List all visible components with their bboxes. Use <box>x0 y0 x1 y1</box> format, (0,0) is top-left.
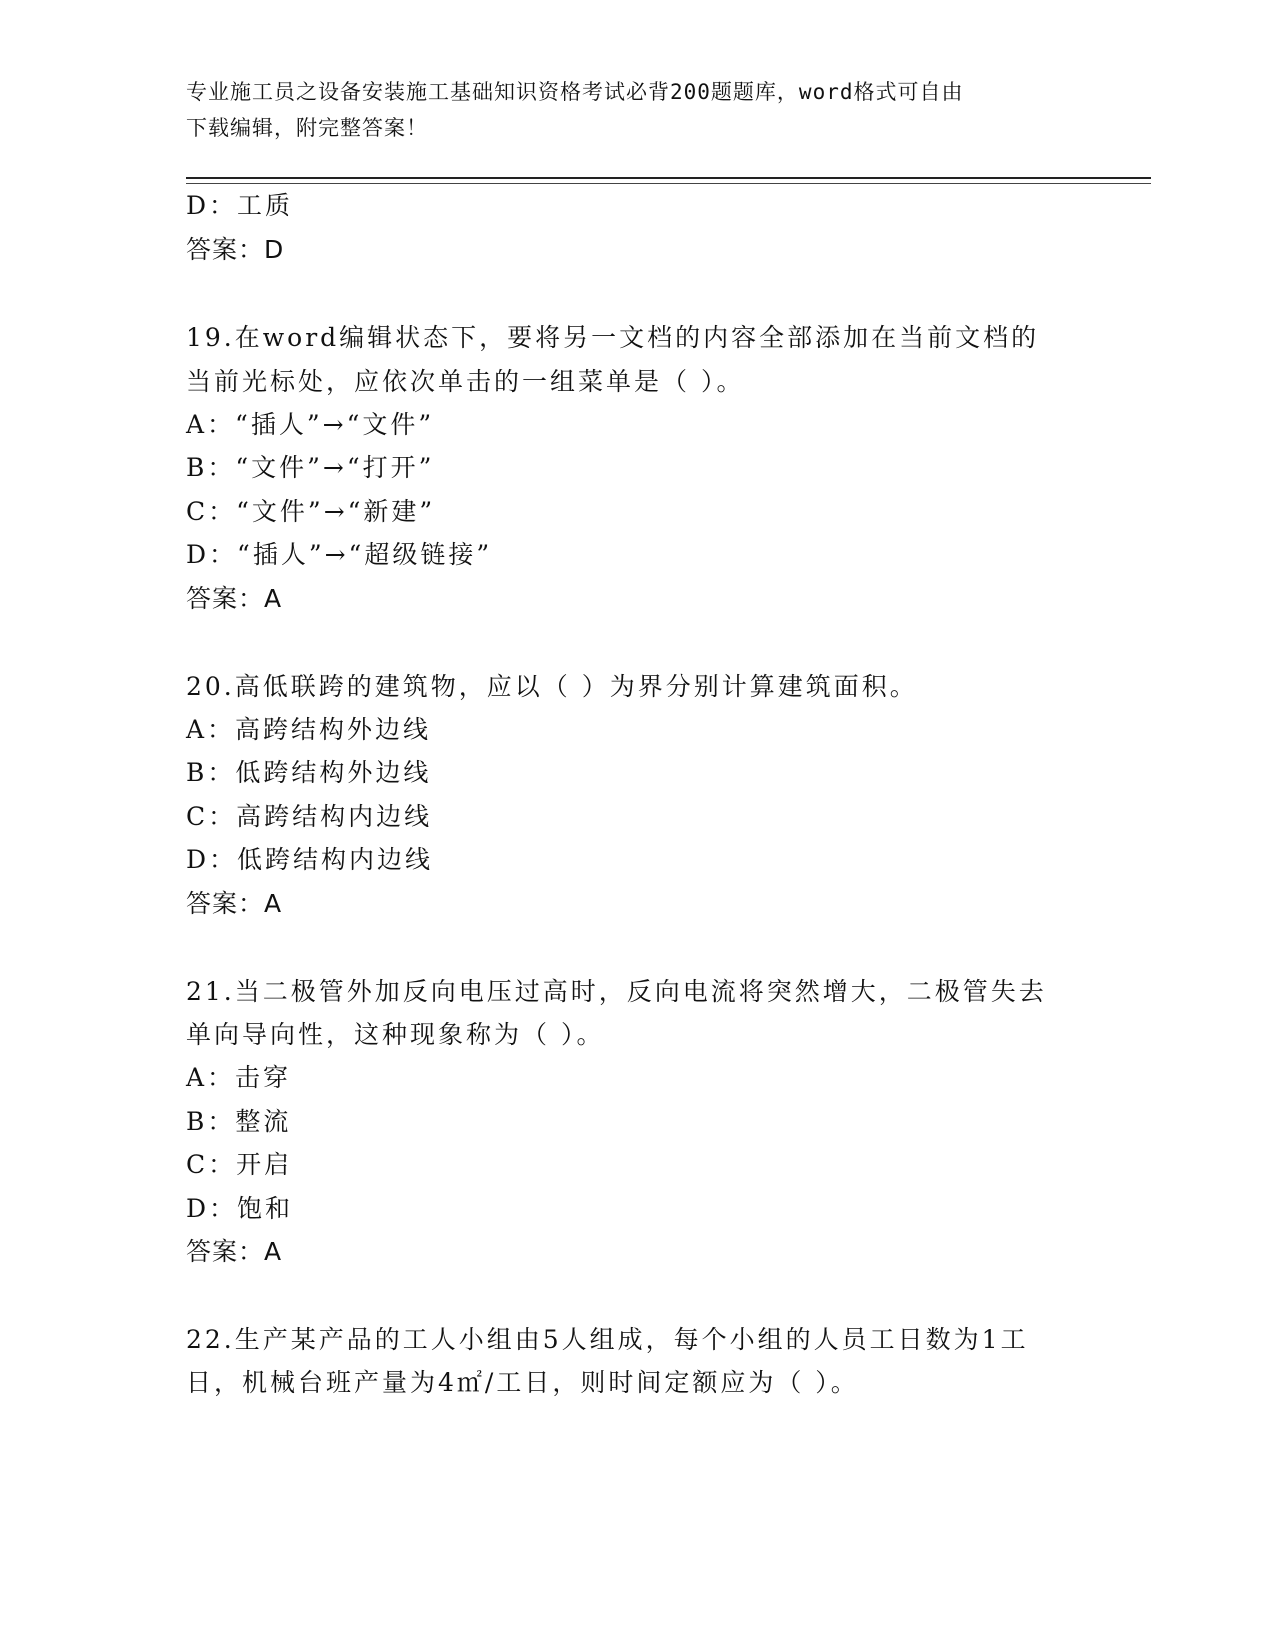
answer: 答案：A <box>186 584 283 613</box>
option-a: A：“插人”→“文件” <box>186 410 435 439</box>
option-d: D：工质 <box>186 191 294 220</box>
answer: 答案：A <box>186 889 283 918</box>
option-c: C：高跨结构内边线 <box>186 802 433 831</box>
answer: 答案：A <box>186 1237 283 1266</box>
question-stem-line-2: 单向导向性，这种现象称为（ ）。 <box>186 1020 605 1049</box>
question-stem-line-2: 当前光标处，应依次单击的一组菜单是（ ）。 <box>186 367 745 396</box>
option-a: A：击穿 <box>186 1063 292 1092</box>
option-c: C：“文件”→“新建” <box>186 497 436 526</box>
document-header <box>186 74 1086 146</box>
answer: 答案：D <box>186 235 285 264</box>
option-d: D：低跨结构内边线 <box>186 845 434 874</box>
header-line-1: 专业施工员之设备安装施工基础知识资格考试必背200题题库，word格式可自由 <box>186 80 964 104</box>
question-stem-line-1: 19.在word编辑状态下，要将另一文档的内容全部添加在当前文档的 <box>186 323 1040 352</box>
question-stem-line-1: 21.当二极管外加反向电压过高时，反向电流将突然增大，二极管失去 <box>186 977 1047 1006</box>
question-stem-line-1: 22.生产某产品的工人小组由5人组成，每个小组的人员工日数为1工 <box>186 1325 1029 1354</box>
header-divider-thin <box>186 183 1151 184</box>
option-b: B：“文件”→“打开” <box>186 453 435 482</box>
option-d: D：饱和 <box>186 1194 294 1223</box>
option-a: A：高跨结构外边线 <box>186 715 432 744</box>
option-d: D：“插人”→“超级链接” <box>186 540 493 569</box>
header-line-2: 下载编辑，附完整答案！ <box>186 116 428 140</box>
question-stem-line-2: 日，机械台班产量为4㎡/工日，则时间定额应为（ ）。 <box>186 1368 859 1397</box>
option-b: B：整流 <box>186 1107 292 1136</box>
option-c: C：开启 <box>186 1150 293 1179</box>
header-divider-thick <box>186 177 1151 179</box>
option-b: B：低跨结构外边线 <box>186 758 432 787</box>
question-stem-line-1: 20.高低联跨的建筑物，应以（ ）为界分别计算建筑面积。 <box>186 672 918 701</box>
